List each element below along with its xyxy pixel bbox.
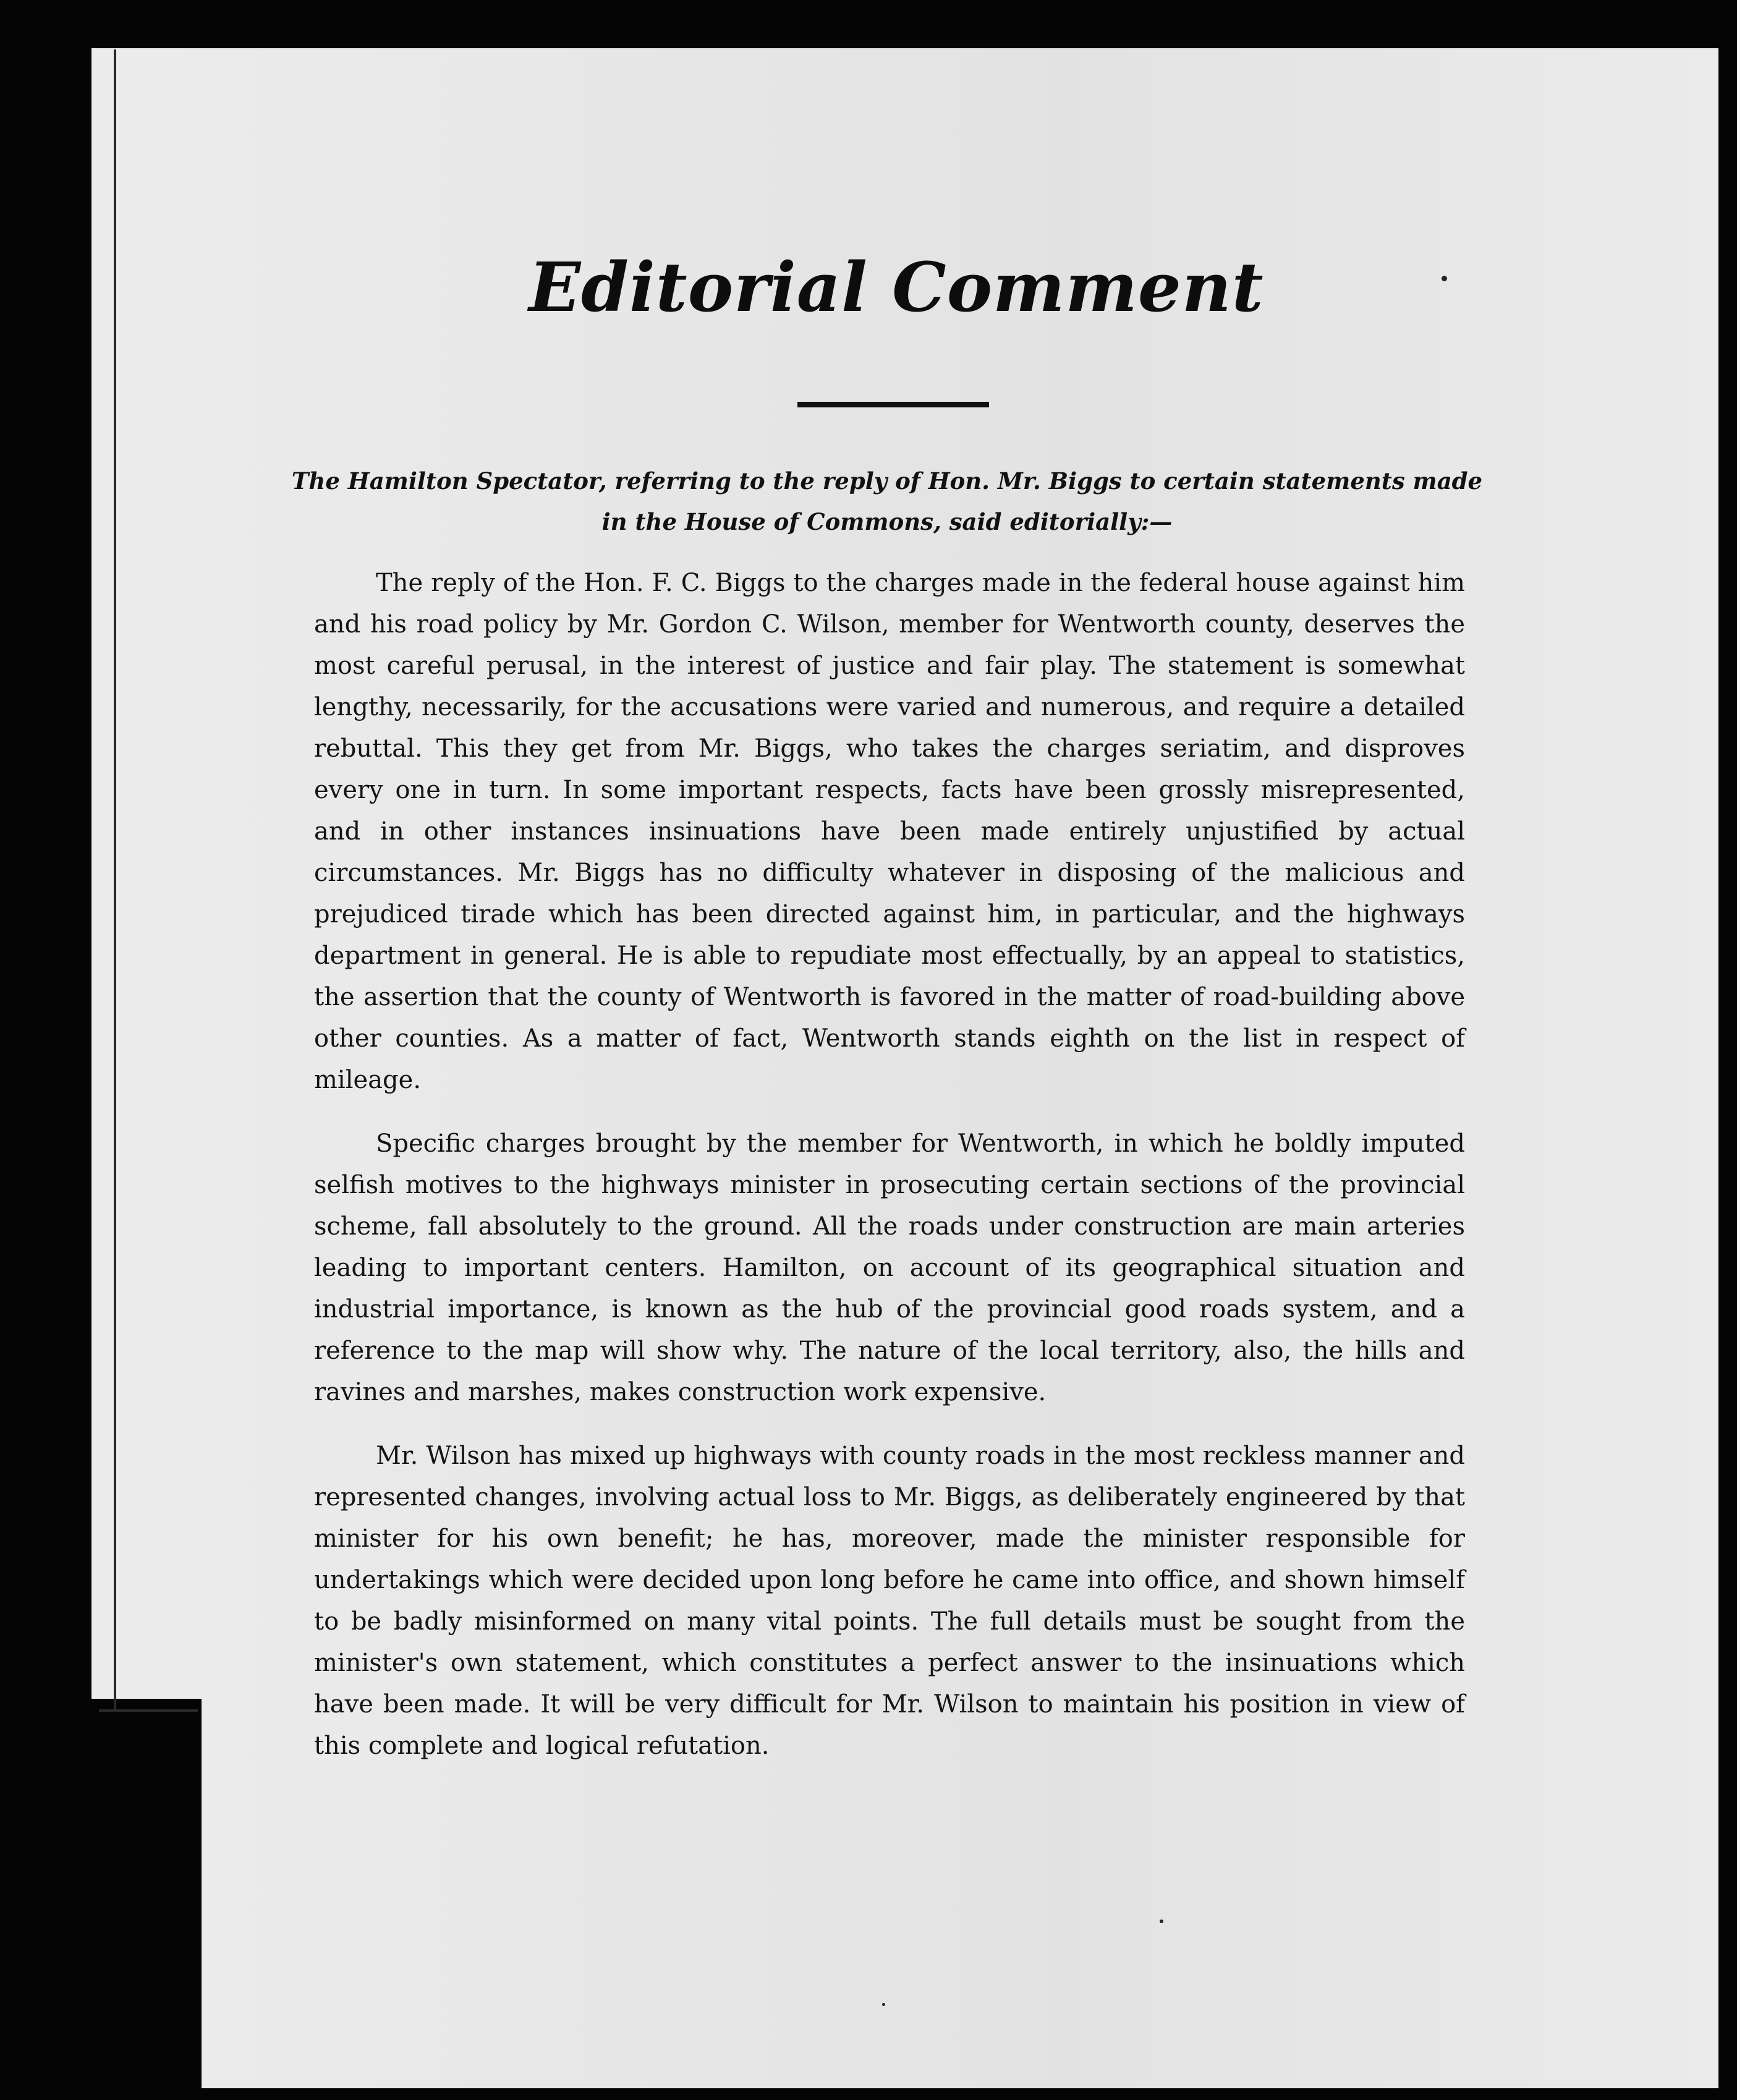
paragraph-2: Specific charges brought by the member for Wentworth, in which he boldly imputed selfish motives to the highways minister in prosecuting certain sections of the provincial scheme, fall absolutely to the ground. All the roads under construction are main arteries leading to important centers. Hamilton, on account of its geographical situation and industrial importance, is known as the hub of the provincial good roads system, and a reference to the map will show why. The nature of the local territory, also, the hills and ravines and marshes, makes construction work expensive. (314, 1129, 1465, 1406)
page-edge-line-bottom (99, 1709, 198, 1712)
torn-page-edge (91, 1699, 202, 2094)
paragraph-3: Mr. Wilson has mixed up highways with county roads in the most reckless manner and represented changes, involving actual loss to Mr. Biggs, as deliberately engineered by that minister for his own benefit; he has, moreover, made the minister responsible for undertakings which were decided upon long before he came into office, and shown himself to be badly misinformed on many vital points. The full details must be sought from the minister's own statement, which constitutes a perfect answer to the insinuations which have been made. It will be very difficult for Mr. Wilson to maintain his position in view of this complete and logical refutation. (314, 1442, 1465, 1760)
page-edge-line (114, 49, 116, 1712)
scan-speck (882, 2003, 885, 2006)
scan-speck (1442, 276, 1447, 281)
intro-caption: The Hamilton Spectator, referring to the reply of Hon. Mr. Biggs to certain statements made in the House of Commons, said editorially:— (291, 467, 1483, 535)
document-title: Editorial Comment (529, 247, 1264, 327)
article-body (314, 563, 1465, 1789)
scan-speck (1160, 1919, 1163, 1923)
paragraph-1: The reply of the Hon. F. C. Biggs to the charges made in the federal house against him and his road policy by Mr. Gordon C. Wilson, member for Wentworth county, deserves the most careful perusal, in the interest of justice and fair play. The statement is somewhat lengthy, necessarily, for the accusations were varied and numerous, and require a detailed rebuttal. This they get from Mr. Biggs, who takes the charges seriatim, and disproves every one in turn. In some important respects, facts have been grossly misrepresented, and in other instances insinuations have been made entirely unjustified by actual circumstances. Mr. Biggs has no difficulty whatever in disposing of the malicious and prejudiced tirade which has been directed against him, in particular, and the highways department in general. He is able to repudiate most effectually, by an appeal to statistics, the assertion that the county of Wentworth is favored in the matter of road-building above other counties. As a matter of fact, Wentworth stands eighth on the list in respect of mileage. (314, 569, 1465, 1094)
title-rule (797, 402, 989, 407)
